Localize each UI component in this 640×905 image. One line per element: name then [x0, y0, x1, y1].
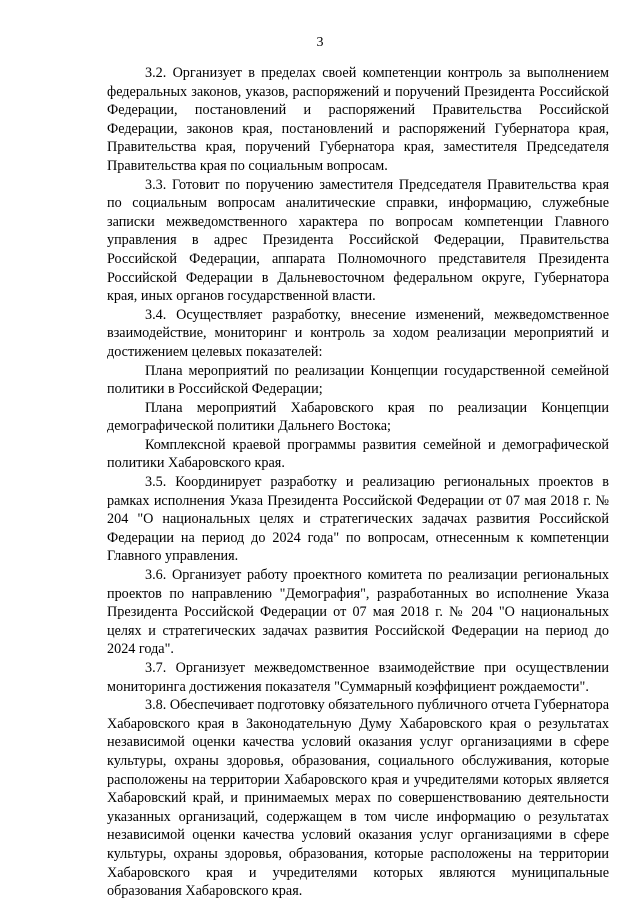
paragraph-plan-demographic-policy: Плана мероприятий Хабаровского края по реализации Концепции демографической политики Дальнего Востока;: [107, 399, 609, 435]
paragraph-3-5: 3.5. Координирует разработку и реализацию региональных проектов в рамках исполнения Указа Президента Российской Федерации от 07 мая 2018 г. № 204 "О национальных целях и стратегических задачах развития Российской Федерации на период до 2024 года" по вопросам, отнесенным к компетенции Главного управления.: [107, 474, 609, 565]
paragraph-3-4: 3.4. Осуществляет разработку, внесение изменений, межведомственное взаимодействие, мониторинг и контроль за ходом реализации мероприятий и достижением целевых показателей:: [107, 306, 609, 360]
paragraph-complex-program: Комплексной краевой программы развития семейной и демографической политики Хабаровского края.: [107, 436, 609, 472]
document-body: [107, 64, 609, 901]
paragraph-3-7: 3.7. Организует межведомственное взаимодействие при осуществлении мониторинга достижения показателя "Суммарный коэффициент рождаемости".: [107, 660, 609, 695]
paragraph-plan-family-policy: Плана мероприятий по реализации Концепции государственной семейной политики в Российской Федерации;: [107, 362, 609, 398]
page-number: 3: [316, 35, 324, 50]
paragraph-3-3: 3.3. Готовит по поручению заместителя Председателя Правительства края по социальным вопросам аналитические справки, информацию, служебные записки межведомственного характера по вопросам компетенции Главного управления в адрес Президента Российской Федерации, Правительства Российской Федерации, аппарата Полномочного представителя Президента Российской Федерации в Дальневосточном федеральном округе, Губернатора края, иных органов государственной власти.: [107, 176, 609, 305]
paragraph-3-8: 3.8. Обеспечивает подготовку обязательного публичного отчета Губернатора Хабаровского края в Законодательную Думу Хабаровского края о результатах независимой оценки качества условий оказания услуг организациями в сфере культуры, охраны здоровья, образования, социального обслуживания, которые расположены на территории Хабаровского края и учредителями которых является Хабаровский край, и принимаемых мерах по совершенствованию деятельности указанных организаций, содержащем в том числе информацию о результатах независимой оценки качества условий оказания услуг организациями в сфере культуры, охраны здоровья, образования, которые расположены на территории Хабаровского края и учредителями которых являются муниципальные образования Хабаровского края.: [107, 697, 609, 900]
paragraph-3-2: 3.2. Организует в пределах своей компетенции контроль за выполнением федеральных законов, указов, распоряжений и поручений Президента Российской Федерации, постановлений и распоряжений Правительства Российской Федерации, законов края, постановлений и распоряжений Губернатора края, Правительства края, поручений Губернатора края, заместителя Председателя Правительства края по социальным вопросам.: [107, 65, 609, 174]
paragraph-3-6: 3.6. Организует работу проектного комитета по реализации региональных проектов по направлению "Демография", разработанных во исполнение Указа Президента Российской Федерации от 07 мая 2018 г. № 204 "О национальных целях и стратегических задачах развития Российской Федерации на период до 2024 года".: [107, 567, 609, 658]
